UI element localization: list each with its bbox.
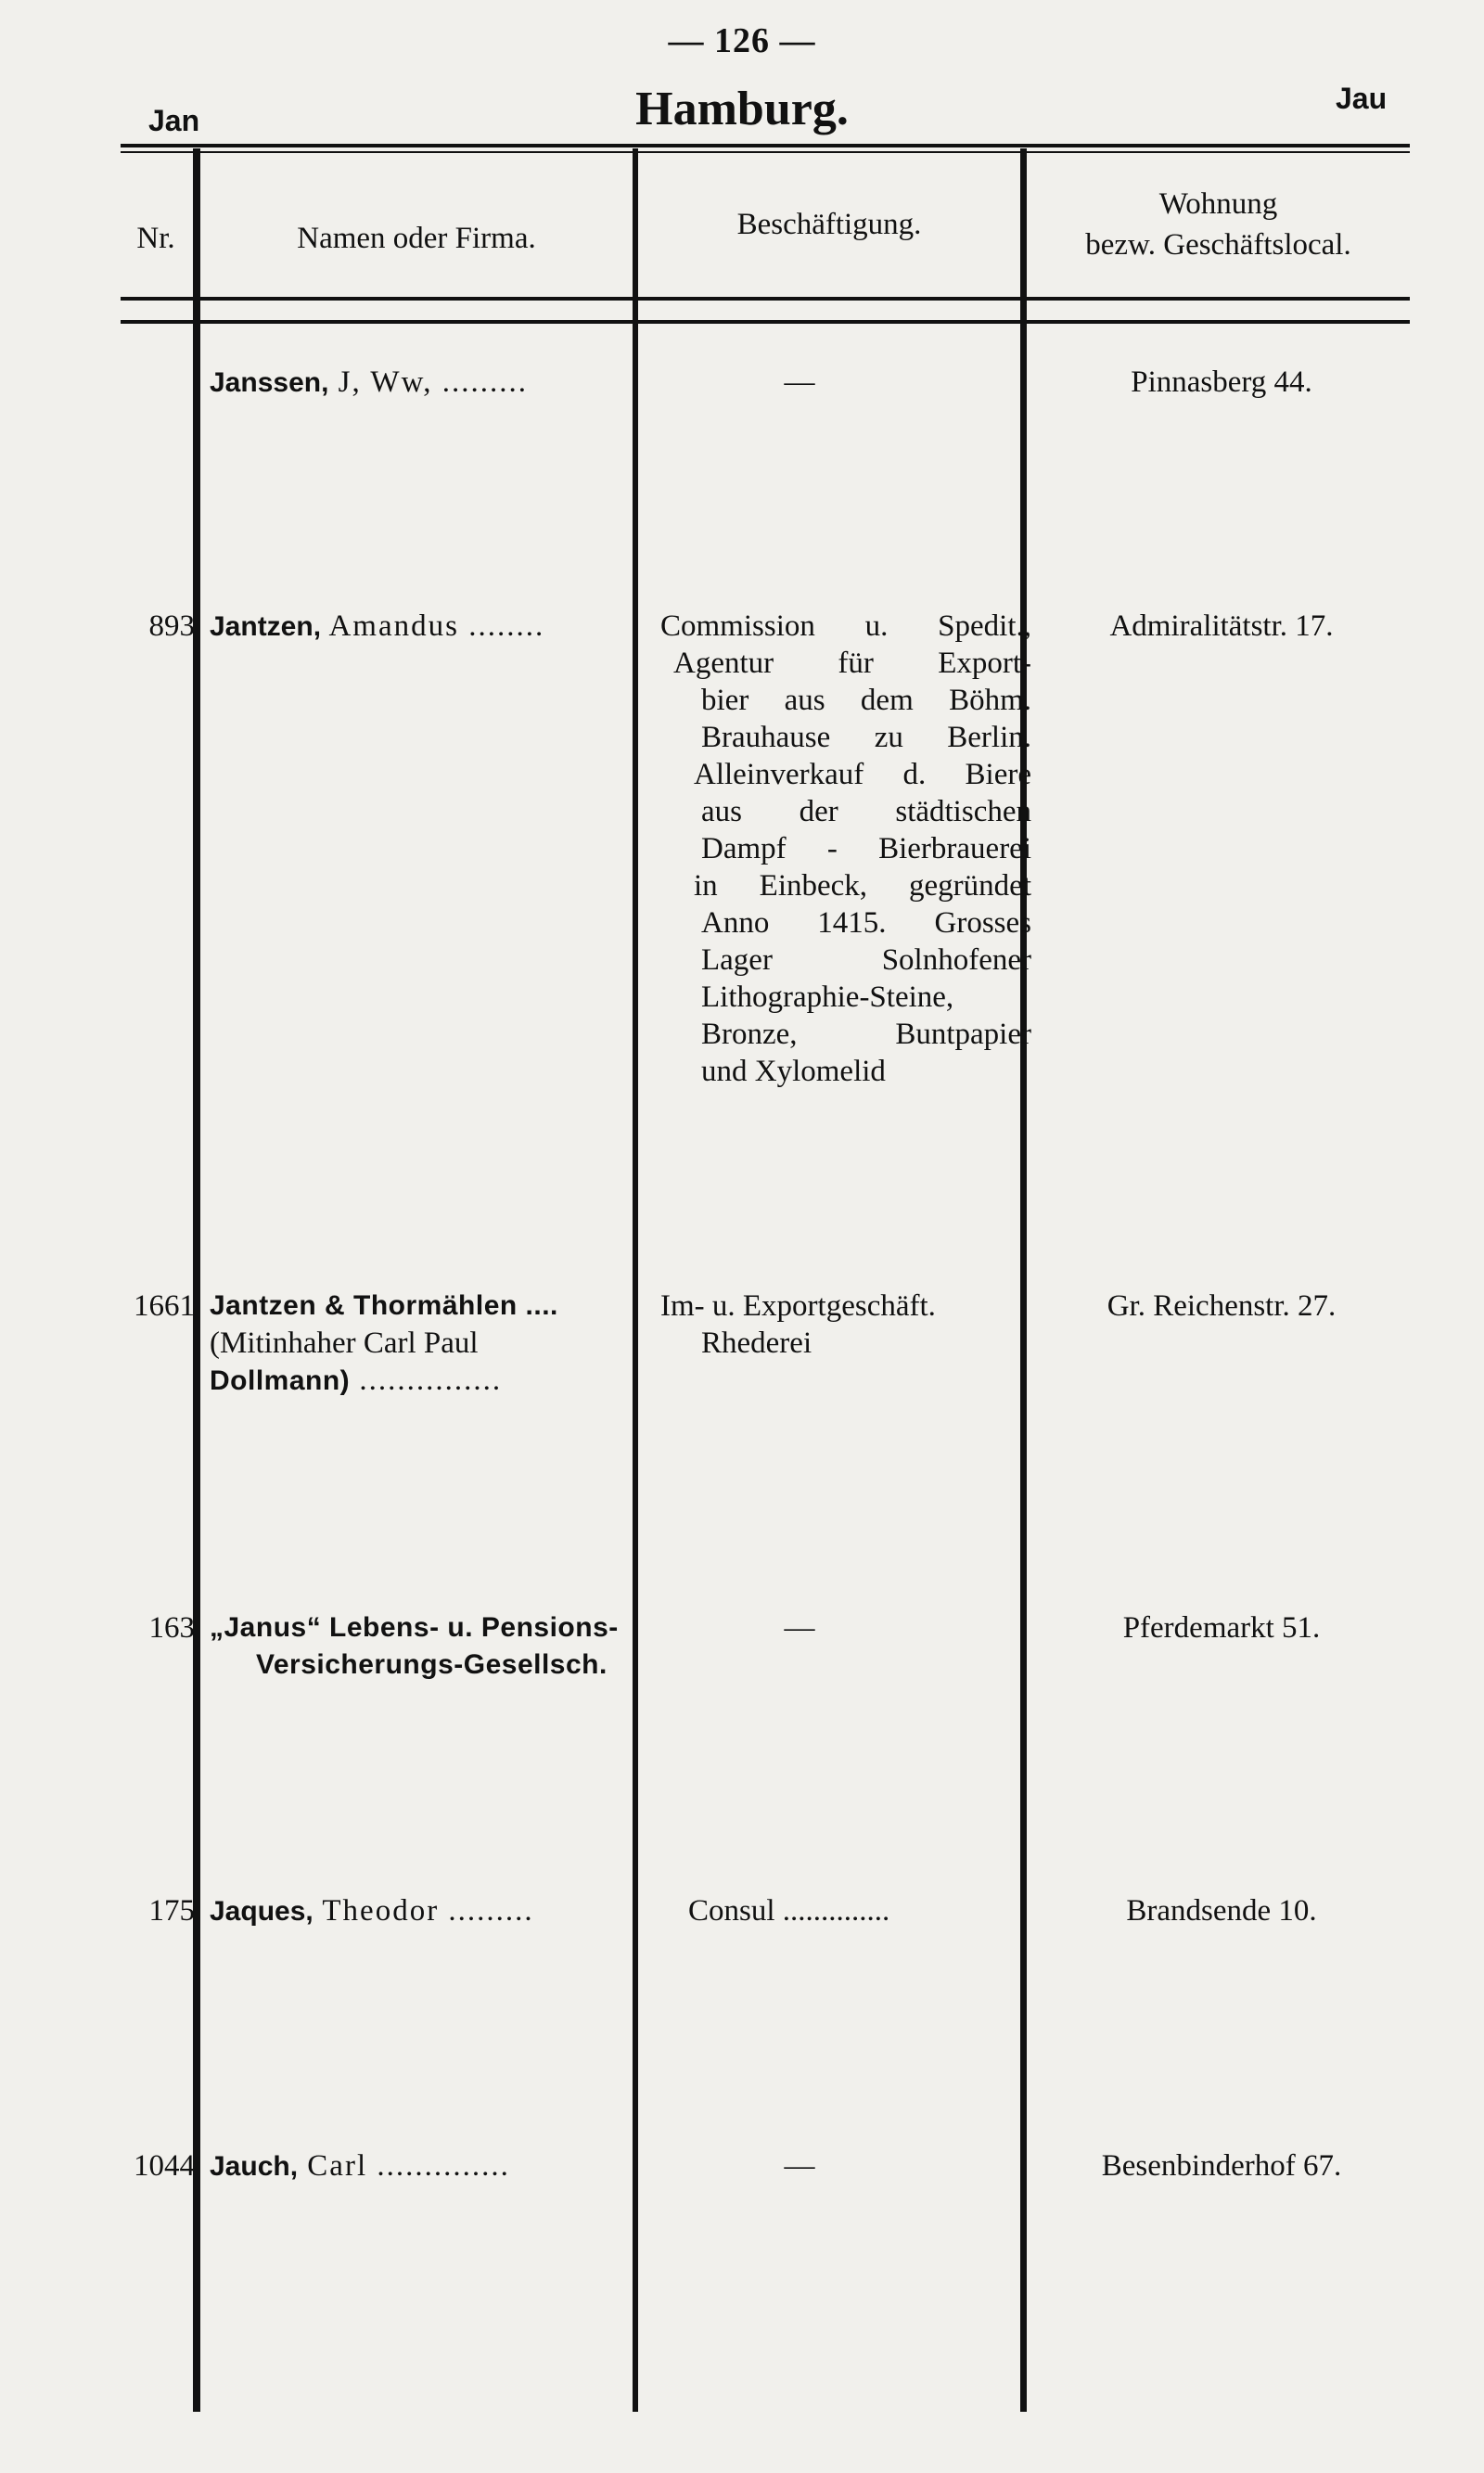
entry-occupation	[660, 1609, 1036, 1647]
entry-surname: Janssen,	[210, 367, 329, 398]
column-divider-name	[633, 148, 638, 2412]
entry-address: Gr. Reichenstr. 27.	[1107, 1289, 1337, 1323]
entry-name	[210, 364, 636, 402]
occupation-line: bier aus dem Böhm.	[701, 684, 1031, 717]
entry-name	[210, 608, 636, 646]
entry-firm-name: Jantzen & Thormählen ....	[210, 1290, 558, 1321]
entry-address: Besenbinderhof 67.	[1101, 2149, 1342, 2183]
entry-dot-leader: ...............	[350, 1364, 503, 1397]
entry-occupation	[660, 364, 1036, 401]
occupation-line: Lithographie-Steine,	[701, 980, 954, 1014]
occupation-line: Bronze, Buntpapier	[701, 1018, 1031, 1051]
occupation-line: Brauhause zu Berlin.	[701, 721, 1031, 754]
catchword-right: Jau	[1336, 82, 1388, 115]
occupation-dash: —	[784, 365, 815, 399]
column-divider-occupation	[1020, 148, 1027, 2412]
occupation-line: in Einbeck, gegründet	[694, 869, 1031, 903]
occupation-line: Commission u. Spedit.,	[660, 609, 1031, 643]
entry-occupation	[660, 608, 1031, 1090]
entry-address: Pinnasberg 44.	[1131, 365, 1312, 399]
entry-nr: 163	[148, 1611, 195, 1645]
column-header-occupation: Beschäftigung.	[736, 208, 922, 241]
entry-given-name: Theodor .........	[313, 1894, 534, 1928]
entry-name	[210, 1288, 636, 1400]
entry-firm-partners: (Mitinhaher Carl Paul	[210, 1326, 479, 1360]
occupation-line: Lager Solnhofener	[701, 943, 1031, 977]
column-divider-nr	[193, 148, 200, 2412]
entry-given-name: J, Ww, .........	[328, 365, 529, 399]
entry-surname: Jauch,	[210, 2151, 299, 2182]
occupation-dash: —	[784, 1611, 815, 1645]
entry-name	[210, 1892, 636, 1930]
entry-address: Pferdemarkt 51.	[1122, 1611, 1321, 1645]
occupation-line: aus der städtischen	[701, 795, 1031, 828]
entry-occupation: Consul ..............	[688, 1894, 890, 1928]
entry-firm-name: „Janus“ Lebens- u. Pensions-	[210, 1612, 619, 1643]
catchword-left: Jan	[148, 104, 200, 137]
entry-nr: 1661	[134, 1289, 195, 1323]
column-header-name: Namen oder Firma.	[297, 222, 536, 255]
entry-name	[210, 1609, 636, 1684]
city-title: Hamburg.	[635, 83, 849, 135]
occupation-line: Anno 1415. Grosses	[701, 906, 1031, 940]
header-rule	[121, 297, 1410, 301]
entry-nr: 175	[148, 1894, 195, 1928]
occupation-dash: —	[784, 2149, 815, 2183]
top-rule-thin	[121, 151, 1410, 153]
top-rule	[121, 144, 1410, 147]
entry-nr: 1044	[134, 2149, 195, 2183]
column-header-nr: Nr.	[136, 222, 175, 255]
occupation-line: Dampf - Bierbrauerei	[701, 832, 1031, 865]
entry-given-name: Carl ..............	[298, 2149, 510, 2183]
entry-name	[210, 2147, 636, 2185]
entry-surname: Jantzen,	[210, 611, 322, 642]
entry-occupation	[660, 2147, 1036, 2185]
header-rule-double	[121, 320, 1410, 324]
entry-firm-name-cont: Versicherungs-Gesellsch.	[256, 1649, 608, 1680]
column-header-address	[1027, 184, 1410, 265]
occupation-line: Agentur für Export-	[673, 647, 1031, 680]
column-header-address-line1: Wohnung	[1158, 187, 1278, 221]
entry-nr: 893	[148, 609, 195, 643]
column-header-address-line2: bezw. Geschäftslocal.	[1085, 228, 1351, 262]
entry-address: Brandsende 10.	[1126, 1894, 1317, 1928]
occupation-line: Im- u. Exportgeschäft.	[660, 1289, 936, 1323]
occupation-line: und Xylomelid	[701, 1055, 886, 1088]
occupation-line: Alleinverkauf d. Biere	[694, 758, 1031, 791]
occupation-line: Rhederei	[701, 1326, 812, 1360]
page-number: — 126 —	[668, 21, 816, 60]
entry-firm-partner-name: Dollmann)	[210, 1365, 351, 1396]
entry-given-name: Amandus ........	[321, 609, 545, 643]
entry-address: Admiralitätstr. 17.	[1109, 609, 1334, 643]
entry-occupation	[660, 1288, 1036, 1362]
entry-surname: Jaques,	[210, 1896, 313, 1927]
